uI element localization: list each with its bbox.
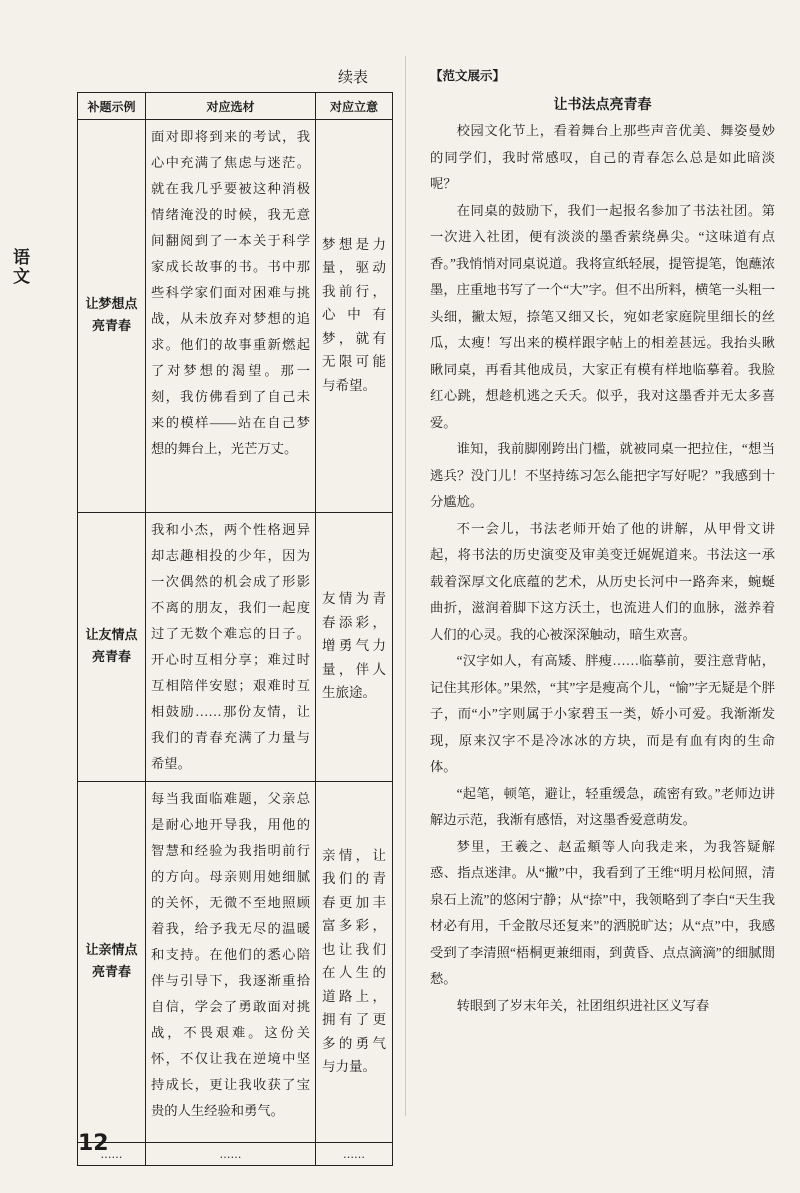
essay-section-label: 【范文展示】 xyxy=(430,68,506,83)
header-material: 对应选材 xyxy=(146,93,316,120)
table-header-row xyxy=(78,93,393,120)
topic-material: 每当我面临难题，父亲总是耐心地开导我，用他的智慧和经验为我指明前行的方向。母亲则用她细腻的关怀，无微不至地照顾着我，给予我无尽的温暖和支持。在他们的悉心陪伴与引导下，我逐渐重拾自信，学会了勇敢面对挑战，不畏艰难。这份关怀，不仅让我在逆境中坚持成长，更让我收获了宝贵的人生经验和勇气。 xyxy=(146,782,316,1143)
table-ellipsis-row xyxy=(78,1143,393,1166)
topic-example: 让亲情点亮青春 xyxy=(78,782,146,1143)
essay-paragraph: “起笔，顿笔，避让，轻重缓急，疏密有致。”老师边讲解边示范，我渐有感悟，对这墨香爱意萌发。 xyxy=(430,785,775,827)
essay-paragraph: “汉字如人，有高矮、胖瘦……临摹前，要注意背帖，记住其形体。”果然，“其”字是瘦高个儿，“愉”字无疑是个胖子，而“小”字则属于小家碧玉一类，娇小可爱。我渐渐发现，原来汉字不是冷冰冰的方块，而是有血有肉的生命体。 xyxy=(430,653,775,774)
ellipsis-cell: …… xyxy=(146,1143,316,1166)
table-row xyxy=(78,120,393,513)
topic-idea: 梦想是力量，驱动我前行，心中有梦，就有无限可能与希望。 xyxy=(316,120,393,513)
subject-sidebar-label xyxy=(8,248,32,286)
essay-paragraph: 谁知，我前脚刚跨出门槛，就被同桌一把拉住，“想当逃兵？没门儿！不坚持练习怎么能把字写好呢？”我感到十分尴尬。 xyxy=(430,441,775,509)
essay-paragraph: 在同桌的鼓励下，我们一起报名参加了书法社团。第一次进入社团，便有淡淡的墨香萦绕鼻尖。“这味道有点香。”我悄悄对同桌说道。我将宣纸轻展，提管提笔，饱蘸浓墨，庄重地书写了一个“大”字。但不出所料，横笔一头粗一头细，撇太短，捺笔又细又长，宛如老家庭院里细长的丝瓜，太瘦！写出来的模样跟字帖上的相差甚远。我抬头瞅瞅同桌，再看其他成员，大家正有模有样地临摹着。我脸红心跳，想趁机逃之夭夭。似乎，我对这墨香并无太多喜爱。 xyxy=(430,202,775,430)
table-row xyxy=(78,782,393,1143)
topic-material: 面对即将到来的考试，我心中充满了焦虑与迷茫。就在我几乎要被这种消极情绪淹没的时候，我无意间翻阅到了一本关于科学家成长故事的书。书中那些科学家们面对困难与挑战，从未放弃对梦想的追求。他们的故事重新燃起了对梦想的渴望。那一刻，我仿佛看到了自己未来的模样——站在自己梦想的舞台上，光芒万丈。 xyxy=(146,120,316,513)
ellipsis-cell: …… xyxy=(78,1143,146,1166)
essay-paragraph: 梦里，王羲之、赵孟頫等人向我走来，为我答疑解惑、指点迷津。从“撇”中，我看到了王维“明月松间照，清泉石上流”的悠闲宁静；从“捺”中，我领略到了李白“天生我材必有用，千金散尽还复来”的洒脱旷达；从“点”中，我感受到了李清照“梧桐更兼细雨，到黄昏、点点滴滴”的细腻閒愁。 xyxy=(430,838,775,986)
table-row xyxy=(78,513,393,782)
subject-label: 语文 xyxy=(9,248,29,286)
column-divider xyxy=(405,56,406,1116)
essay-paragraph: 校园文化节上，看着舞台上那些声音优美、舞姿曼妙的同学们，我时常感叹，自己的青春怎么总是如此暗淡呢？ xyxy=(430,123,775,191)
header-idea: 对应立意 xyxy=(316,93,393,120)
topic-material: 我和小杰，两个性格迥异却志趣相投的少年，因为一次偶然的机会成了形影不离的朋友，我们一起度过了无数个难忘的日子。开心时互相分享；难过时互相陪伴安慰；艰难时互相鼓励……那份友情，让我们的青春充满了力量与希望。 xyxy=(146,513,316,782)
sample-essay xyxy=(430,66,775,1019)
ellipsis-cell: …… xyxy=(316,1143,393,1166)
topic-idea: 亲情，让我们的青春更加丰富多彩，也让我们在人生的道路上，拥有了更多的勇气与力量。 xyxy=(316,782,393,1143)
page-number: 12 xyxy=(78,1131,109,1156)
topic-example: 让梦想点亮青春 xyxy=(78,120,146,513)
essay-paragraph: 转眼到了岁末年关，社团组织进社区义写春 xyxy=(456,997,710,1013)
topic-idea: 友情为青春添彩，增勇气力量，伴人生旅途。 xyxy=(316,513,393,782)
header-example: 补题示例 xyxy=(78,93,146,120)
essay-paragraph: 不一会儿，书法老师开始了他的讲解，从甲骨文讲起，将书法的历史演变及审美变迁娓娓道来。书法这一承载着深厚文化底蕴的艺术，从历史长河中一路奔来，蜿蜒曲折，滋润着脚下这方沃土，也流进人们的血脉，滋养着人们的心灵。我的心被深深触动，暗生欢喜。 xyxy=(430,520,775,642)
essay-title: 让书法点亮青春 xyxy=(553,97,652,113)
topic-table xyxy=(77,92,393,1166)
topic-example: 让友情点亮青春 xyxy=(78,513,146,782)
table-continued-label: 续表 xyxy=(338,68,369,86)
